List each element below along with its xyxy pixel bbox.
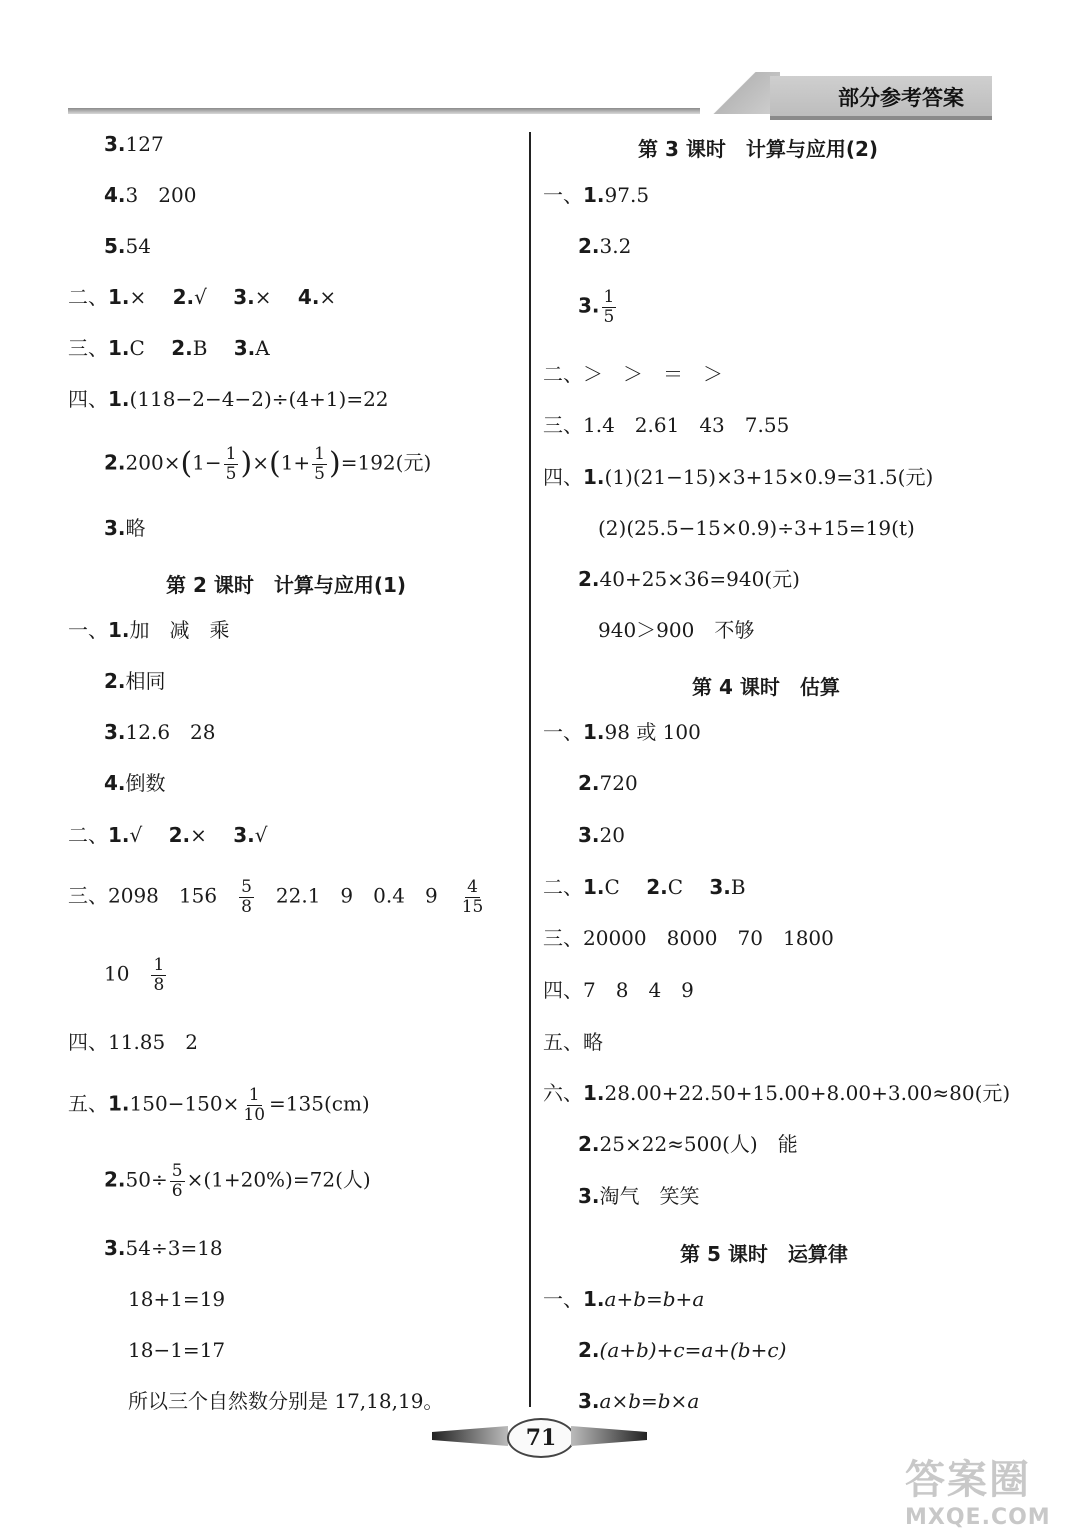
answer-line: 5.54 xyxy=(104,234,151,258)
answer-line: 一、1.a+b=b+a xyxy=(543,1287,705,1311)
section-heading: 第 2 课时 计算与应用(1) xyxy=(166,573,407,597)
header-title: 部分参考答案 xyxy=(838,86,964,110)
answer-line: 所以三个自然数分别是 17,18,19。 xyxy=(128,1389,444,1413)
fraction: $\frac{1}{10}$ xyxy=(243,1085,266,1125)
answer-line: 2.200×(1− $\frac{1}{5}$ )×(1+ $\frac{1}{5}$ )=192(元) xyxy=(104,444,432,484)
answer-line: 三、20000 8000 70 1800 xyxy=(543,926,834,950)
page-ornament-left xyxy=(432,1426,508,1446)
answer-line: 3.a×b=b×a xyxy=(578,1389,700,1413)
fraction: $\frac{5}{8}$ xyxy=(241,877,252,917)
header-rule xyxy=(68,108,708,114)
answer-line: (2)(25.5−15×0.9)÷3+15=19(t) xyxy=(598,516,915,540)
answer-line: 3.淘气 笑笑 xyxy=(578,1184,700,1208)
answer-line: 18−1=17 xyxy=(128,1338,226,1362)
section-heading: 第 4 课时 估算 xyxy=(692,675,840,699)
section-heading: 第 3 课时 计算与应用(2) xyxy=(638,137,879,161)
fraction: $\frac{1}{8}$ xyxy=(153,955,165,995)
watermark-logo xyxy=(905,1448,1055,1528)
answer-line: 四、7 8 4 9 xyxy=(543,978,694,1002)
answer-line: 2.(a+b)+c=a+(b+c) xyxy=(578,1338,787,1362)
fraction: $\frac{1}{5}$ xyxy=(314,444,325,484)
answer-line: 四、1.(118−2−4−2)÷(4+1)=22 xyxy=(68,387,389,411)
answer-line: 3. $\frac{1}{5}$ xyxy=(578,287,615,327)
answer-line: 一、1.98 或 100 xyxy=(543,720,701,744)
answer-line: 四、11.85 2 xyxy=(68,1030,198,1054)
answer-line: 六、1.28.00+22.50+15.00+8.00+3.00≈80(元) xyxy=(543,1081,1011,1105)
fraction: $\frac{1}{5}$ xyxy=(603,287,615,327)
header-tab xyxy=(770,76,992,120)
answer-line: 2.25×22≈500(人) 能 xyxy=(578,1132,798,1156)
answer-line: 3.12.6 28 xyxy=(104,720,216,744)
answer-line: 三、1.C 2.B 3.A xyxy=(68,336,270,360)
fraction: $\frac{5}{6}$ xyxy=(171,1161,183,1201)
section-heading: 第 5 课时 运算律 xyxy=(680,1242,848,1266)
page-ornament-right xyxy=(571,1426,647,1446)
answer-line: 2.50÷ $\frac{5}{6}$ ×(1+20%)=72(人) xyxy=(104,1161,371,1201)
answer-line: 二、1.C 2.C 3.B xyxy=(543,875,746,899)
answer-line: 18+1=19 xyxy=(128,1287,226,1311)
answer-line: 10 $\frac{1}{8}$ xyxy=(104,955,165,995)
answer-line: 三、1.4 2.61 43 7.55 xyxy=(543,413,790,437)
answer-line: 940＞900 不够 xyxy=(598,618,755,642)
answer-line: 五、略 xyxy=(543,1030,603,1054)
answer-line: 一、1.97.5 xyxy=(543,183,650,207)
watermark-cn: 答案圈 xyxy=(905,1457,1031,1503)
answer-line: 三、2098 156 $\frac{5}{8}$ 22.1 9 0.4 9 $\frac{4}{15}$ xyxy=(68,877,484,917)
answer-line: 四、1.(1)(21−15)×3+15×0.9=31.5(元) xyxy=(543,465,934,489)
fraction: $\frac{1}{5}$ xyxy=(225,444,237,484)
answer-line: 2.3.2 xyxy=(578,234,632,258)
column-divider xyxy=(529,132,531,1407)
answer-line: 一、1.加 减 乘 xyxy=(68,618,230,642)
page-number: 71 xyxy=(507,1418,575,1458)
answer-line: 2.40+25×36=940(元) xyxy=(578,567,800,591)
answer-line: 二、1.× 2.√ 3.× 4.× xyxy=(68,285,337,309)
header-decoration xyxy=(700,72,780,114)
answer-line: 二、＞ ＞ ＝ ＞ xyxy=(543,362,723,386)
answer-line: 4.倒数 xyxy=(104,771,166,795)
answer-line: 3.略 xyxy=(104,516,146,540)
watermark-en: MXQE.COM xyxy=(905,1505,1051,1530)
fraction: $\frac{4}{15}$ xyxy=(461,877,484,917)
answer-line: 3.54÷3=18 xyxy=(104,1236,223,1260)
answer-line: 4.3 200 xyxy=(104,183,197,207)
answer-line: 2.720 xyxy=(578,771,638,795)
answer-line: 3.20 xyxy=(578,823,625,847)
answer-line: 二、1.√ 2.× 3.√ xyxy=(68,823,268,847)
answer-line: 2.相同 xyxy=(104,669,166,693)
answer-line: 3.127 xyxy=(104,132,164,156)
answer-line: 五、1.150−150× $\frac{1}{10}$ =135(cm) xyxy=(68,1085,370,1125)
